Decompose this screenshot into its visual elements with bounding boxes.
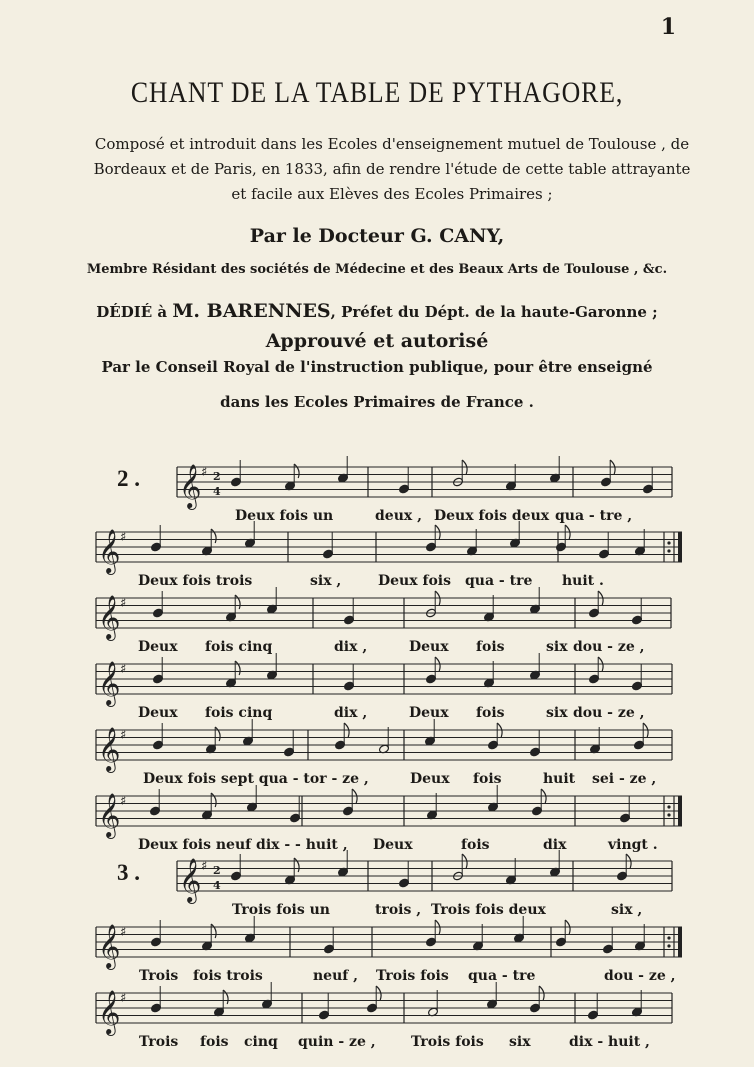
sharp-icon: ♯ xyxy=(120,530,127,545)
staff-system xyxy=(96,521,682,575)
staff-system xyxy=(96,719,672,773)
sharp-icon: ♯ xyxy=(120,662,127,677)
note-flag xyxy=(235,595,240,609)
note-flag xyxy=(235,661,240,675)
lyric-syllable: six , xyxy=(611,902,643,918)
page-title: CHANT DE LA TABLE DE PYTHAGORE, xyxy=(130,76,624,109)
note-flag xyxy=(223,990,228,1004)
staff-system xyxy=(177,850,672,904)
dedication-suffix: , Préfet du Dépt. de la haute-Garonne ; xyxy=(330,303,658,321)
sharp-icon: ♯ xyxy=(201,465,208,480)
lyric-syllable: qua - tre xyxy=(468,968,536,984)
treble-clef-icon: 𝄞 xyxy=(179,858,202,902)
page-number: 1 xyxy=(660,14,676,40)
treble-clef-icon: 𝄞 xyxy=(98,595,121,639)
time-signature-top: 2 xyxy=(213,470,221,483)
dedication-name: M. BARENNES xyxy=(172,300,331,322)
council-line-1: Par le Conseil Royal de l'instruction publique, pour être enseigné xyxy=(101,358,653,376)
lyric-syllable: Trois fois xyxy=(376,968,449,984)
time-signature-bottom: 4 xyxy=(213,485,221,498)
lyric-syllable: six xyxy=(546,639,568,655)
author-byline: Par le Docteur G. CANY, xyxy=(249,225,505,247)
treble-clef-icon: 𝄞 xyxy=(98,924,121,968)
lyric-syllable: Deux xyxy=(373,837,413,853)
lyric-syllable: fois cinq xyxy=(205,705,273,721)
lyric-syllable: dou - ze , xyxy=(573,639,645,655)
section-number-3: 3 . xyxy=(117,860,140,885)
lyric-syllable: fois xyxy=(200,1034,229,1050)
lyric-syllable: Deux fois trois xyxy=(138,573,253,589)
treble-clef-icon: 𝄞 xyxy=(179,464,202,508)
lyric-syllable: Deux fois neuf dix - - huit , xyxy=(138,837,348,853)
lyric-syllable: Deux xyxy=(409,705,449,721)
lyric-syllable: Deux fois sept qua - tor - ze , xyxy=(143,771,369,787)
lyric-syllable: vingt . xyxy=(608,837,658,853)
sharp-icon: ♯ xyxy=(201,859,208,874)
note-flag xyxy=(215,727,220,741)
lyric-syllable: cinq xyxy=(244,1034,278,1050)
repeat-dot xyxy=(667,813,670,816)
treble-clef-icon: 𝄞 xyxy=(98,727,121,771)
repeat-dot xyxy=(667,805,670,808)
lyric-syllable: dix - huit , xyxy=(569,1034,650,1050)
staff-system xyxy=(96,982,672,1036)
lyric-syllable: Deux xyxy=(138,705,178,721)
sharp-icon: ♯ xyxy=(120,728,127,743)
lyric-syllable: Deux fois xyxy=(378,573,452,589)
note-flag xyxy=(211,924,216,938)
staff-system xyxy=(177,456,672,510)
lyric-syllable: fois cinq xyxy=(205,639,273,655)
lyric-syllable: dix xyxy=(543,837,567,853)
dedication-prefix: DÉDIÉ à xyxy=(96,303,168,321)
lyric-syllable: huit xyxy=(543,771,576,787)
final-barline xyxy=(678,927,682,957)
treble-clef-icon: 𝄞 xyxy=(98,661,121,705)
repeat-dot xyxy=(667,541,670,544)
lyric-syllable: fois xyxy=(476,705,505,721)
repeat-dot xyxy=(667,549,670,552)
repeat-dot xyxy=(667,936,670,939)
lyric-syllable: deux , xyxy=(375,508,422,524)
staff-system xyxy=(96,916,682,970)
lyric-syllable: six xyxy=(509,1034,531,1050)
intro-paragraph: Composé et introduit dans les Ecoles d'enseignement mutuel de Toulouse , de Bordeaux et de Paris, en 1833, afin de rendre l'étude de cette table attrayante et facile aux Elèves des Ecoles Primaires ; xyxy=(93,135,691,203)
sharp-icon: ♯ xyxy=(120,991,127,1006)
staff-system xyxy=(96,653,672,707)
sharp-icon: ♯ xyxy=(120,596,127,611)
lyric-syllable: dix , xyxy=(334,639,368,655)
lyric-syllable: qua - tre xyxy=(465,573,533,589)
final-barline xyxy=(678,532,682,562)
sharp-icon: ♯ xyxy=(120,925,127,940)
lyric-syllable: fois xyxy=(476,639,505,655)
lyric-syllable: trois , xyxy=(375,902,422,918)
lyric-syllable: six , xyxy=(310,573,342,589)
staff-system xyxy=(96,785,682,839)
sharp-icon: ♯ xyxy=(120,794,127,809)
time-signature-bottom: 4 xyxy=(213,879,221,892)
lyric-syllable: Deux fois deux xyxy=(434,508,550,524)
lyric-syllable: Trois fois xyxy=(411,1034,484,1050)
treble-clef-icon: 𝄞 xyxy=(98,990,121,1034)
lyric-syllable: sei - ze , xyxy=(592,771,657,787)
lyric-syllable: dix , xyxy=(334,705,368,721)
lyric-syllable: huit . xyxy=(562,573,604,589)
note-flag xyxy=(294,858,299,872)
lyric-syllable: six xyxy=(546,705,568,721)
council-line-2: dans les Ecoles Primaires de France . xyxy=(220,393,534,411)
lyric-syllable: qua - tre , xyxy=(555,508,633,524)
time-signature-top: 2 xyxy=(213,864,221,877)
lyric-syllable: Deux fois un xyxy=(235,508,334,524)
lyric-syllable: Trois xyxy=(139,968,179,984)
treble-clef-icon: 𝄞 xyxy=(98,529,121,573)
approval-line: Approuvé et autorisé xyxy=(265,330,489,352)
lyric-syllable: fois xyxy=(473,771,502,787)
lyric-syllable: Trois xyxy=(139,1034,179,1050)
staff-system xyxy=(96,587,671,641)
lyric-syllable: Deux xyxy=(410,771,450,787)
lyric-syllable: fois xyxy=(461,837,490,853)
lyric-syllable: Deux xyxy=(138,639,178,655)
lyric-syllable: Deux xyxy=(409,639,449,655)
lyric-syllable: neuf , xyxy=(313,968,359,984)
note-flag xyxy=(211,529,216,543)
lyric-syllable: fois trois xyxy=(193,968,263,984)
author-membership: Membre Résidant des sociétés de Médecine et des Beaux Arts de Toulouse , &c. xyxy=(86,262,668,277)
repeat-dot xyxy=(667,944,670,947)
lyric-syllable: quin - ze , xyxy=(298,1034,376,1050)
lyric-syllable: Trois fois deux xyxy=(431,902,546,918)
lyric-syllable: dou - ze , xyxy=(573,705,645,721)
final-barline xyxy=(678,796,682,826)
treble-clef-icon: 𝄞 xyxy=(98,793,121,837)
note-flag xyxy=(294,464,299,478)
lyric-syllable: dou - ze , xyxy=(604,968,676,984)
section-number-2: 2 . xyxy=(117,466,140,491)
note-flag xyxy=(211,793,216,807)
lyric-syllable: Trois fois un xyxy=(232,902,330,918)
